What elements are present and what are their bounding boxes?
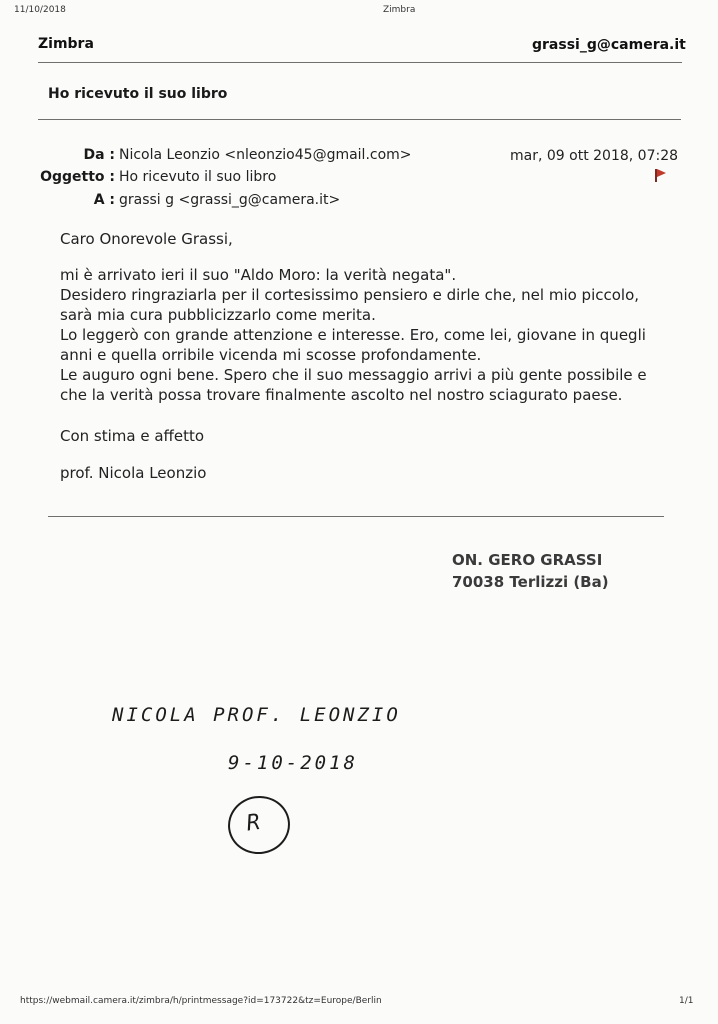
stamp-name: ON. GERO GRASSI bbox=[452, 551, 603, 569]
message-date: mar, 09 ott 2018, 07:28 bbox=[510, 148, 679, 164]
subject-value: Ho ricevuto il suo libro bbox=[119, 169, 277, 185]
to-value[interactable]: grassi g <grassi_g@camera.it> bbox=[119, 192, 341, 208]
handwritten-date: 9-10-2018 bbox=[228, 752, 358, 774]
to-label: A : bbox=[93, 192, 115, 208]
signature: prof. Nicola Leonzio bbox=[60, 464, 207, 482]
body-divider bbox=[48, 516, 664, 517]
page-number: 1/1 bbox=[679, 996, 694, 1006]
body-line: Le auguro ogni bene. Spero che il suo messaggio arrivi a più gente possibile e bbox=[60, 366, 647, 384]
closing: Con stima e affetto bbox=[60, 427, 205, 445]
stamp-address: 70038 Terlizzi (Ba) bbox=[452, 573, 609, 591]
body-line: mi è arrivato ieri il suo "Aldo Moro: la verità negata". bbox=[60, 266, 457, 284]
handwritten-r-circle bbox=[224, 792, 293, 858]
print-date: 11/10/2018 bbox=[14, 5, 66, 15]
handwritten-name: NICOLA PROF. LEONZIO bbox=[112, 704, 401, 726]
print-app-title: Zimbra bbox=[383, 5, 416, 15]
message-body bbox=[60, 265, 647, 405]
message-title: Ho ricevuto il suo libro bbox=[48, 86, 228, 102]
body-line: sarà mia cura pubblicizzarlo come merita. bbox=[60, 306, 376, 324]
from-value[interactable]: Nicola Leonzio <nleonzio45@gmail.com> bbox=[119, 147, 412, 163]
title-divider bbox=[38, 119, 681, 120]
body-line: Lo leggerò con grande attenzione e interesse. Ero, come lei, giovane in quegli bbox=[60, 326, 646, 344]
subject-label: Oggetto : bbox=[40, 169, 115, 185]
body-line: anni e quella orribile vicenda mi scosse profondamente. bbox=[60, 346, 482, 364]
greeting: Caro Onorevole Grassi, bbox=[60, 230, 233, 248]
address-stamp bbox=[452, 549, 609, 593]
account-email: grassi_g@camera.it bbox=[532, 37, 686, 53]
from-label: Da : bbox=[83, 147, 115, 163]
body-line: che la verità possa trovare finalmente ascolto nel nostro sciagurato paese. bbox=[60, 386, 623, 404]
flag-icon[interactable] bbox=[655, 169, 667, 183]
handwritten-r: R bbox=[245, 809, 262, 837]
body-line: Desidero ringraziarla per il cortesissimo pensiero e dirle che, nel mio piccolo, bbox=[60, 286, 640, 304]
brand-name: Zimbra bbox=[38, 36, 94, 52]
print-url: https://webmail.camera.it/zimbra/h/printmessage?id=173722&tz=Europe/Berlin bbox=[20, 996, 382, 1006]
header-divider bbox=[38, 62, 682, 63]
